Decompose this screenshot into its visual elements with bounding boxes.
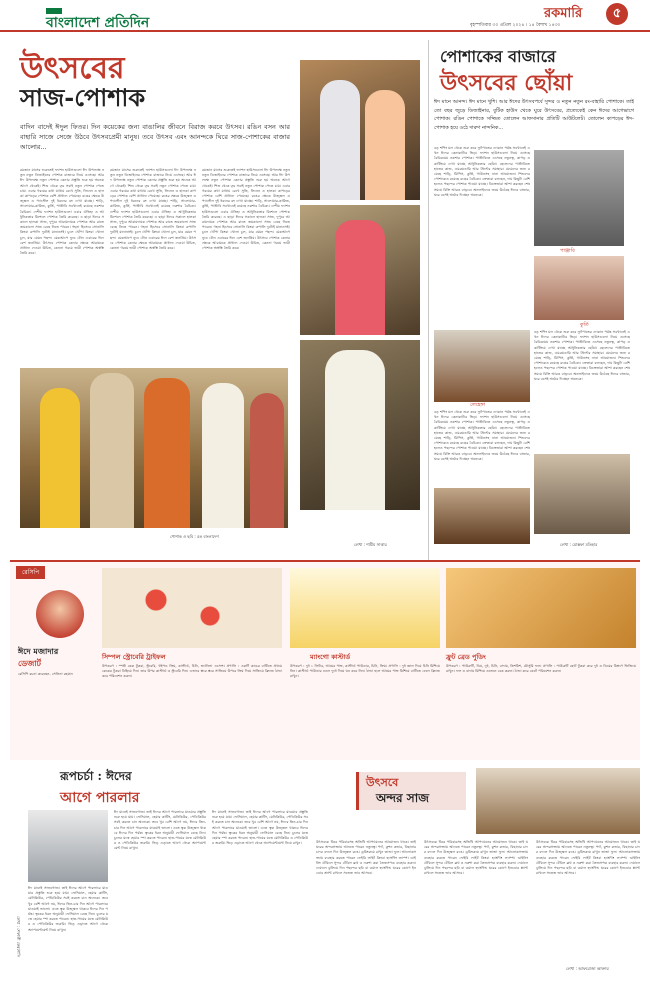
model-top-2 (365, 90, 405, 200)
lead-photo-top (300, 60, 420, 200)
lead-photo-mid (300, 205, 420, 335)
beauty-text-col2: ঈদ মানেই সাজগোজ। তাই ঈদের আগে পারলারে যাওয়ার প্রস্তুতি শুরু হয়ে যায়। ফেসিয়াল, হেয়ার কাটিং, মেনিকিউর, পেডিকিউর সবই করতে চান অনেকে। তবে খুব বেশি আগে নয়, ঈদের তিন-চার দিন আগে পারলারে যাওয়াই ভালো। এতে ত্বক উজ্জ্বল থাকবে ঈদের দিন পর্যন্ত। ত্বকের ধরন অনুযায়ী ফেসিয়াল বেছে নিন। চুলের যত্নে হেয়ার স্পা করতে পারেন। হাত-পায়ের যত্নে মেনিকিউর ও পেডিকিউর জরুরি। ভিড় এড়াতে আগে থেকে অ্যাপয়েন্টমেন্ট নিয়ে রাখুন। (114, 810, 206, 851)
masthead-logo (46, 5, 186, 31)
dish-1-photo (102, 568, 282, 648)
market-title-line1: পোশাকের বাজারে (440, 47, 556, 66)
market-photo-3 (434, 330, 530, 402)
market-photo-5 (534, 454, 630, 534)
dish-2-name: ম্যাংগো কাস্টার্ড (310, 653, 351, 661)
recipe-author-name: রেসিপি রচনা করেছেন- সেলিনা রহমান (18, 672, 73, 676)
decor-title-top: উৎসবে (366, 776, 399, 789)
market-caption-2: কুর্তি (580, 322, 589, 328)
market-body-col2: বড় শপিং মল থেকে শুরু করে ফুটপাতের দোকান পর্যন্ত সবখানেই এখন ঈদের কেনাকাটার ভিড়। ফ্যাশন হাউসগুলো নিয়ে এসেছে বৈচিত্র্যময় নকশার পোশাক। পাঞ্জাবিতে এসেছে নতুনত্ব, কাপড় ও কাটিংয়ে দেখা যাচ্ছে আধুনিকতার ছোঁয়া। ছেলেদের পাঞ্জাবিতে হাতের কাজ, এমব্রয়ডারি আর প্রিন্টের সমাহার। মেয়েদের জন্য রয়েছে শাড়ি, থ্রিপিস, কুর্তি, গাউনসহ নানা আয়োজন। শিশুদের পোশাকেও রয়েছে রঙের বৈচিত্র্য। ক্রেতারা বলছেন, দাম কিছুটা বেশি হলেও পছন্দের পোশাক পাওয়া যাচ্ছে। বিক্রেতারা আশা করছেন শেষ সময়ে বিক্রি আরও বাড়বে। অনলাইনেও জমে উঠেছে ঈদের বাজার, ঘরে বসেই অর্ডার দিচ্ছেন অনেকে। (534, 330, 630, 381)
lead-credit: পোশাক ও ছবি : রঙ বাংলাদেশ (170, 534, 219, 539)
market-photo-4 (434, 488, 530, 544)
market-caption-1: পাঞ্জাবি (560, 248, 575, 254)
market-photo-2 (534, 256, 624, 320)
lead-title-line2: সাজ-পোশাক (20, 83, 146, 112)
lead-title-line1: উৎসবের (20, 51, 125, 86)
decor-text-col2: উৎসবকে ঘিরে পরিবারসহ অতিথি আপ্যায়নের আয়োজন থাকে। তাই ঘরের অন্দরসজ্জায় আনতে পারেন নতুনত্ব। পর্দা, কুশন কভার, বিছানার চাদর বদলে দিন উজ্জ্বল রঙে। ড্রয়িংরুমে রাখুন তাজা ফুল। আলোকসজ্জায় ব্যবহার করতে পারেন ফেইরি লাইট কিংবা হ্যাংগিং ল্যাম্প। ডাইনিং টেবিলে সুন্দর টেবিল ক্লথ ও নকশা করা তৈজসপত্র ব্যবহার করুন। দেয়ালে ঝুলিয়ে দিন পছন্দের ছবি বা ওয়াল হ্যাংগিং। ঘরের কোণে ইনডোর প্ল্যান্ট রাখলে সতেজ ভাব আসবে। (424, 840, 528, 876)
beauty-title-line1: রূপচর্চা : ঈদের (60, 769, 132, 783)
market-intro: ঈদ মানে আনন্দ। ঈদ মানে খুশি। আর ঈদের উৎসবপর্বে সুন্দর ও নতুন নতুন রং-বাহারি পোশাকে। তাই তো বছর জুড়ে ডিজাইনার, বুটিক হাউস থেকে ঘুরে উৎসবের, প্রত্যেকেই কেন ঈদের আগেভাগে পোশাক। রঙিন পোশাকে সজ্জিত তোলেন আফসানার প্রতিটি আউটলেট। তোলেন কাপড়ের ঈদ-পোশাক হয়ে ওঠে দারুণ নান্দনিক... (434, 99, 634, 131)
masthead-title: বাংলাদেশ প্রতিদিন (46, 15, 150, 31)
market-writer: লেখা : মোস্তফা মতিহার (560, 542, 598, 547)
market-caption-3: লেহেঙ্গা (470, 402, 486, 408)
beauty-section (10, 766, 310, 976)
market-photo-1 (534, 150, 624, 246)
lead-photo-bottom (300, 340, 420, 510)
lead-writer: লেখা : শামীম সাত্তার (354, 542, 387, 547)
masthead-bar (0, 0, 650, 32)
model-1 (40, 388, 80, 528)
decor-writer: লেখা : আফরোজা আক্তার (566, 966, 609, 971)
dish-1-name: সিম্পল স্ট্রোবেরি ট্রাইফল (102, 653, 166, 661)
beauty-text-col3: ঈদ মানেই সাজগোজ। তাই ঈদের আগে পারলারে যাওয়ার প্রস্তুতি শুরু হয়ে যায়। ফেসিয়াল, হেয়ার কাটিং, মেনিকিউর, পেডিকিউর সবই করতে চান অনেকে। তবে খুব বেশি আগে নয়, ঈদের তিন-চার দিন আগে পারলারে যাওয়াই ভালো। এতে ত্বক উজ্জ্বল থাকবে ঈদের দিন পর্যন্ত। ত্বকের ধরন অনুযায়ী ফেসিয়াল বেছে নিন। চুলের যত্নে হেয়ার স্পা করতে পারেন। হাত-পায়ের যত্নে মেনিকিউর ও পেডিকিউর জরুরি। ভিড় এড়াতে আগে থেকে অ্যাপয়েন্টমেন্ট নিয়ে রাখুন। (212, 810, 308, 846)
recipe-author-title-1: ঈদে মজাদার (18, 647, 59, 656)
market-title-line2: উৎসবের ছোঁয়া (440, 70, 573, 96)
decor-photo (476, 768, 640, 834)
decor-title-bottom: অন্দর সাজ (376, 791, 429, 805)
recipe-author-photo (36, 590, 84, 638)
market-body-col1: বড় শপিং মল থেকে শুরু করে ফুটপাতের দোকান পর্যন্ত সবখানেই এখন ঈদের কেনাকাটার ভিড়। ফ্যাশন হাউসগুলো নিয়ে এসেছে বৈচিত্র্যময় নকশার পোশাক। পাঞ্জাবিতে এসেছে নতুনত্ব, কাপড় ও কাটিংয়ে দেখা যাচ্ছে আধুনিকতার ছোঁয়া। ছেলেদের পাঞ্জাবিতে হাতের কাজ, এমব্রয়ডারি আর প্রিন্টের সমাহার। মেয়েদের জন্য রয়েছে শাড়ি, থ্রিপিস, কুর্তি, গাউনসহ নানা আয়োজন। শিশুদের পোশাকেও রয়েছে রঙের বৈচিত্র্য। ক্রেতারা বলছেন, দাম কিছুটা বেশি হলেও পছন্দের পোশাক পাওয়া যাচ্ছে। বিক্রেতারা আশা করছেন শেষ সময়ে বিক্রি আরও বাড়বে। অনলাইনেও জমে উঠেছে ঈদের বাজার, ঘরে বসেই অর্ডার দিচ্ছেন অনেকে। (434, 146, 530, 197)
lead-body-col1: রমজান মাসের শুরুতেই ফ্যাশন হাউসগুলো ঈদ উপলক্ষে নতুন নতুন ডিজাইনের পোশাক বাজারে নিয়ে এসেছে। আর ঈদ উপলক্ষে নতুন পোশাক কেনার প্রস্তুতি শুরু হয় অনেক আগে থেকেই। শিশু থেকে বৃদ্ধ সবাই নতুন পোশাক পেতে চায়। এবার গরমের কথা মাথায় রেখে সুতি, লিনেন ও হালকা কাপড়ের পোশাক বেশি প্রাধান্য পেয়েছে। রঙের ক্ষেত্রে উজ্জ্বল ও প্যাস্টেল দুই ধরনের রং দেখা যাচ্ছে। শাড়ি, সালোয়ার-কামিজ, কুর্তি, পাঞ্জাবি সবখানেই রয়েছে নকশার বৈচিত্র্য। দেশীয় ফ্যাশন হাউসগুলো এবার ঐতিহ্য ও আধুনিকতার মিশেলে পোশাক তৈরি করেছে। এ ছাড়া ঈদের সকালে হালকা সাজ, দুপুরে আরামদায়ক পোশাক আর রাতে জমকালো সাজ বেছে নিতে পারেন। গহনা হিসেবে সোনালি কিংবা রুপালি দুটোই মানানসই। চুলে খোঁপা কিংবা খোলা চুল, যার যেমন পছন্দ। মেকআপে ন্যুড টোন এবারের ঈদে বেশ জনপ্রিয়। উৎসবে পোশাক কেনার ক্ষেত্রে আরামকে প্রাধান্য দেওয়া উচিত, কেননা গরমে ভারী পোশাক অস্বস্তি তৈরি করে। (20, 168, 104, 256)
decor-section (316, 766, 640, 976)
model-3 (144, 378, 190, 528)
model-5 (250, 393, 284, 528)
beauty-text-col1: ঈদ মানেই সাজগোজ। তাই ঈদের আগে পারলারে যাওয়ার প্রস্তুতি শুরু হয়ে যায়। ফেসিয়াল, হেয়ার কাটিং, মেনিকিউর, পেডিকিউর সবই করতে চান অনেকে। তবে খুব বেশি আগে নয়, ঈদের তিন-চার দিন আগে পারলারে যাওয়াই ভালো। এতে ত্বক উজ্জ্বল থাকবে ঈদের দিন পর্যন্ত। ত্বকের ধরন অনুযায়ী ফেসিয়াল বেছে নিন। চুলের যত্নে হেয়ার স্পা করতে পারেন। হাত-পায়ের যত্নে মেনিকিউর ও পেডিকিউর জরুরি। ভিড় এড়াতে আগে থেকে অ্যাপয়েন্টমেন্ট নিয়ে রাখুন। (28, 886, 108, 932)
model-mid (335, 220, 385, 335)
decor-text-col1: উৎসবকে ঘিরে পরিবারসহ অতিথি আপ্যায়নের আয়োজন থাকে। তাই ঘরের অন্দরসজ্জায় আনতে পারেন নতুনত্ব। পর্দা, কুশন কভার, বিছানার চাদর বদলে দিন উজ্জ্বল রঙে। ড্রয়িংরুমে রাখুন তাজা ফুল। আলোকসজ্জায় ব্যবহার করতে পারেন ফেইরি লাইট কিংবা হ্যাংগিং ল্যাম্প। ডাইনিং টেবিলে সুন্দর টেবিল ক্লথ ও নকশা করা তৈজসপত্র ব্যবহার করুন। দেয়ালে ঝুলিয়ে দিন পছন্দের ছবি বা ওয়াল হ্যাংগিং। ঘরের কোণে ইনডোর প্ল্যান্ট রাখলে সতেজ ভাব আসবে। (316, 840, 416, 876)
dish-3-text: উপকরণ : পাউরুটি, ডিম, দুধ, চিনি, বাদাম, কিশমিশ, মৌসুমি ফল। প্রণালি : পাউরুটি ছোট টুকরা করে দুধ ও ডিমের মিশ্রণে ভিজিয়ে রাখুন। ফল ও বাদাম মিশিয়ে ওভেনে বেক করুন। ঠান্ডা করে কেটে পরিবেশন করুন। (446, 664, 636, 674)
model-2 (90, 373, 134, 528)
decor-text-col3: উৎসবকে ঘিরে পরিবারসহ অতিথি আপ্যায়নের আয়োজন থাকে। তাই ঘরের অন্দরসজ্জায় আনতে পারেন নতুনত্ব। পর্দা, কুশন কভার, বিছানার চাদর বদলে দিন উজ্জ্বল রঙে। ড্রয়িংরুমে রাখুন তাজা ফুল। আলোকসজ্জায় ব্যবহার করতে পারেন ফেইরি লাইট কিংবা হ্যাংগিং ল্যাম্প। ডাইনিং টেবিলে সুন্দর টেবিল ক্লথ ও নকশা করা তৈজসপত্র ব্যবহার করুন। দেয়ালে ঝুলিয়ে দিন পছন্দের ছবি বা ওয়াল হ্যাংগিং। ঘরের কোণে ইনডোর প্ল্যান্ট রাখলে সতেজ ভাব আসবে। (536, 840, 640, 876)
dish-1-text: উপকরণ : স্পঞ্জ কেক টুকরা, স্ট্রবেরি, হুইপড ক্রিম, কাস্টার্ড, চিনি, ভ্যানিলা এসেন্স। প্রণালি : একটি কাচের বাটিতে প্রথমে কেকের টুকরা বিছিয়ে দিন। তার উপর কাস্টার্ড ও স্ট্রবেরি দিন। এভাবে স্তরে স্তরে সাজিয়ে উপরে ক্রিম দিয়ে সাজিয়ে ফ্রিজে ঠান্ডা করে পরিবেশন করুন। (102, 664, 282, 679)
lead-body-col3: রমজান মাসের শুরুতেই ফ্যাশন হাউসগুলো ঈদ উপলক্ষে নতুন নতুন ডিজাইনের পোশাক বাজারে নিয়ে এসেছে। আর ঈদ উপলক্ষে নতুন পোশাক কেনার প্রস্তুতি শুরু হয় অনেক আগে থেকেই। শিশু থেকে বৃদ্ধ সবাই নতুন পোশাক পেতে চায়। এবার গরমের কথা মাথায় রেখে সুতি, লিনেন ও হালকা কাপড়ের পোশাক বেশি প্রাধান্য পেয়েছে। রঙের ক্ষেত্রে উজ্জ্বল ও প্যাস্টেল দুই ধরনের রং দেখা যাচ্ছে। শাড়ি, সালোয়ার-কামিজ, কুর্তি, পাঞ্জাবি সবখানেই রয়েছে নকশার বৈচিত্র্য। দেশীয় ফ্যাশন হাউসগুলো এবার ঐতিহ্য ও আধুনিকতার মিশেলে পোশাক তৈরি করেছে। এ ছাড়া ঈদের সকালে হালকা সাজ, দুপুরে আরামদায়ক পোশাক আর রাতে জমকালো সাজ বেছে নিতে পারেন। গহনা হিসেবে সোনালি কিংবা রুপালি দুটোই মানানসই। চুলে খোঁপা কিংবা খোলা চুল, যার যেমন পছন্দ। মেকআপে ন্যুড টোন এবারের ঈদে বেশ জনপ্রিয়। উৎসবে পোশাক কেনার ক্ষেত্রে আরামকে প্রাধান্য দেওয়া উচিত, কেননা গরমে ভারী পোশাক অস্বস্তি তৈরি করে। (202, 168, 290, 251)
dish-3-photo (446, 568, 636, 648)
section-label: রকমারি (544, 6, 583, 21)
lead-intro: বাদিন বাদেই ঈদুল ফিতর। দিন কয়েকের জন্য বাঙালির জীবনে বিরাজ করবে উৎসব। রঙিন বসন আর বাহারি সাজে সেজে উঠবে উৎসবপ্রেমী মানুষ। তবে উৎসব এবং আনন্দকে ঘিরে সাজ-পোশাকের বাজার আলোর... (20, 123, 290, 151)
date-line: বৃহস্পতিবার ৩০ এপ্রিল ২০২৪ । ১৪ বৈশাখ ১৪৩০ (470, 23, 561, 28)
beauty-photo (28, 810, 108, 882)
market-body-col3: বড় শপিং মল থেকে শুরু করে ফুটপাতের দোকান পর্যন্ত সবখানেই এখন ঈদের কেনাকাটার ভিড়। ফ্যাশন হাউসগুলো নিয়ে এসেছে বৈচিত্র্যময় নকশার পোশাক। পাঞ্জাবিতে এসেছে নতুনত্ব, কাপড় ও কাটিংয়ে দেখা যাচ্ছে আধুনিকতার ছোঁয়া। ছেলেদের পাঞ্জাবিতে হাতের কাজ, এমব্রয়ডারি আর প্রিন্টের সমাহার। মেয়েদের জন্য রয়েছে শাড়ি, থ্রিপিস, কুর্তি, গাউনসহ নানা আয়োজন। শিশুদের পোশাকেও রয়েছে রঙের বৈচিত্র্য। ক্রেতারা বলছেন, দাম কিছুটা বেশি হলেও পছন্দের পোশাক পাওয়া যাচ্ছে। বিক্রেতারা আশা করছেন শেষ সময়ে বিক্রি আরও বাড়বে। অনলাইনেও জমে উঠেছে ঈদের বাজার, ঘরে বসেই অর্ডার দিচ্ছেন অনেকে। (434, 410, 530, 461)
lead-body-col2: রমজান মাসের শুরুতেই ফ্যাশন হাউসগুলো ঈদ উপলক্ষে নতুন নতুন ডিজাইনের পোশাক বাজারে নিয়ে এসেছে। আর ঈদ উপলক্ষে নতুন পোশাক কেনার প্রস্তুতি শুরু হয় অনেক আগে থেকেই। শিশু থেকে বৃদ্ধ সবাই নতুন পোশাক পেতে চায়। এবার গরমের কথা মাথায় রেখে সুতি, লিনেন ও হালকা কাপড়ের পোশাক বেশি প্রাধান্য পেয়েছে। রঙের ক্ষেত্রে উজ্জ্বল ও প্যাস্টেল দুই ধরনের রং দেখা যাচ্ছে। শাড়ি, সালোয়ার-কামিজ, কুর্তি, পাঞ্জাবি সবখানেই রয়েছে নকশার বৈচিত্র্য। দেশীয় ফ্যাশন হাউসগুলো এবার ঐতিহ্য ও আধুনিকতার মিশেলে পোশাক তৈরি করেছে। এ ছাড়া ঈদের সকালে হালকা সাজ, দুপুরে আরামদায়ক পোশাক আর রাতে জমকালো সাজ বেছে নিতে পারেন। গহনা হিসেবে সোনালি কিংবা রুপালি দুটোই মানানসই। চুলে খোঁপা কিংবা খোলা চুল, যার যেমন পছন্দ। মেকআপে ন্যুড টোন এবারের ঈদে বেশ জনপ্রিয়। উৎসবে পোশাক কেনার ক্ষেত্রে আরামকে প্রাধান্য দেওয়া উচিত, কেননা গরমে ভারী পোশাক অস্বস্তি তৈরি করে। (110, 168, 196, 251)
model-4 (202, 383, 244, 528)
page-number-badge: ৫ (606, 3, 628, 25)
model-top-1 (320, 80, 360, 200)
model-bottom (325, 350, 385, 510)
beauty-writer: লেখা : শেফালী ফেরদৌসি (16, 916, 21, 958)
dish-3-name: ফ্রুট ব্রেড পুডিং (446, 653, 486, 661)
recipe-section (10, 560, 640, 760)
lead-photo-group (20, 368, 288, 528)
recipe-author-title-2: ডেজার্ট (18, 659, 41, 668)
dish-2-photo (290, 568, 440, 648)
divider-vertical (428, 40, 429, 560)
beauty-title-line2: আগে পারলার (60, 790, 140, 806)
dish-2-text: উপকরণ : দুধ ১ লিটার, আমের পাল্প, কাস্টার্ড পাউডার, চিনি, ক্রিম। প্রণালি : দুধ জ্বাল দিয়ে চিনি মিশিয়ে নিন। কাস্টার্ড পাউডার গুলে দুধে দিয়ে ঘন করে নিন। ঠান্ডা হলে আমের পাল্প মিশিয়ে বাটিতে ঢেলে ফ্রিজে রাখুন। (290, 664, 440, 679)
recipe-tag: রেসিপি (16, 566, 45, 579)
